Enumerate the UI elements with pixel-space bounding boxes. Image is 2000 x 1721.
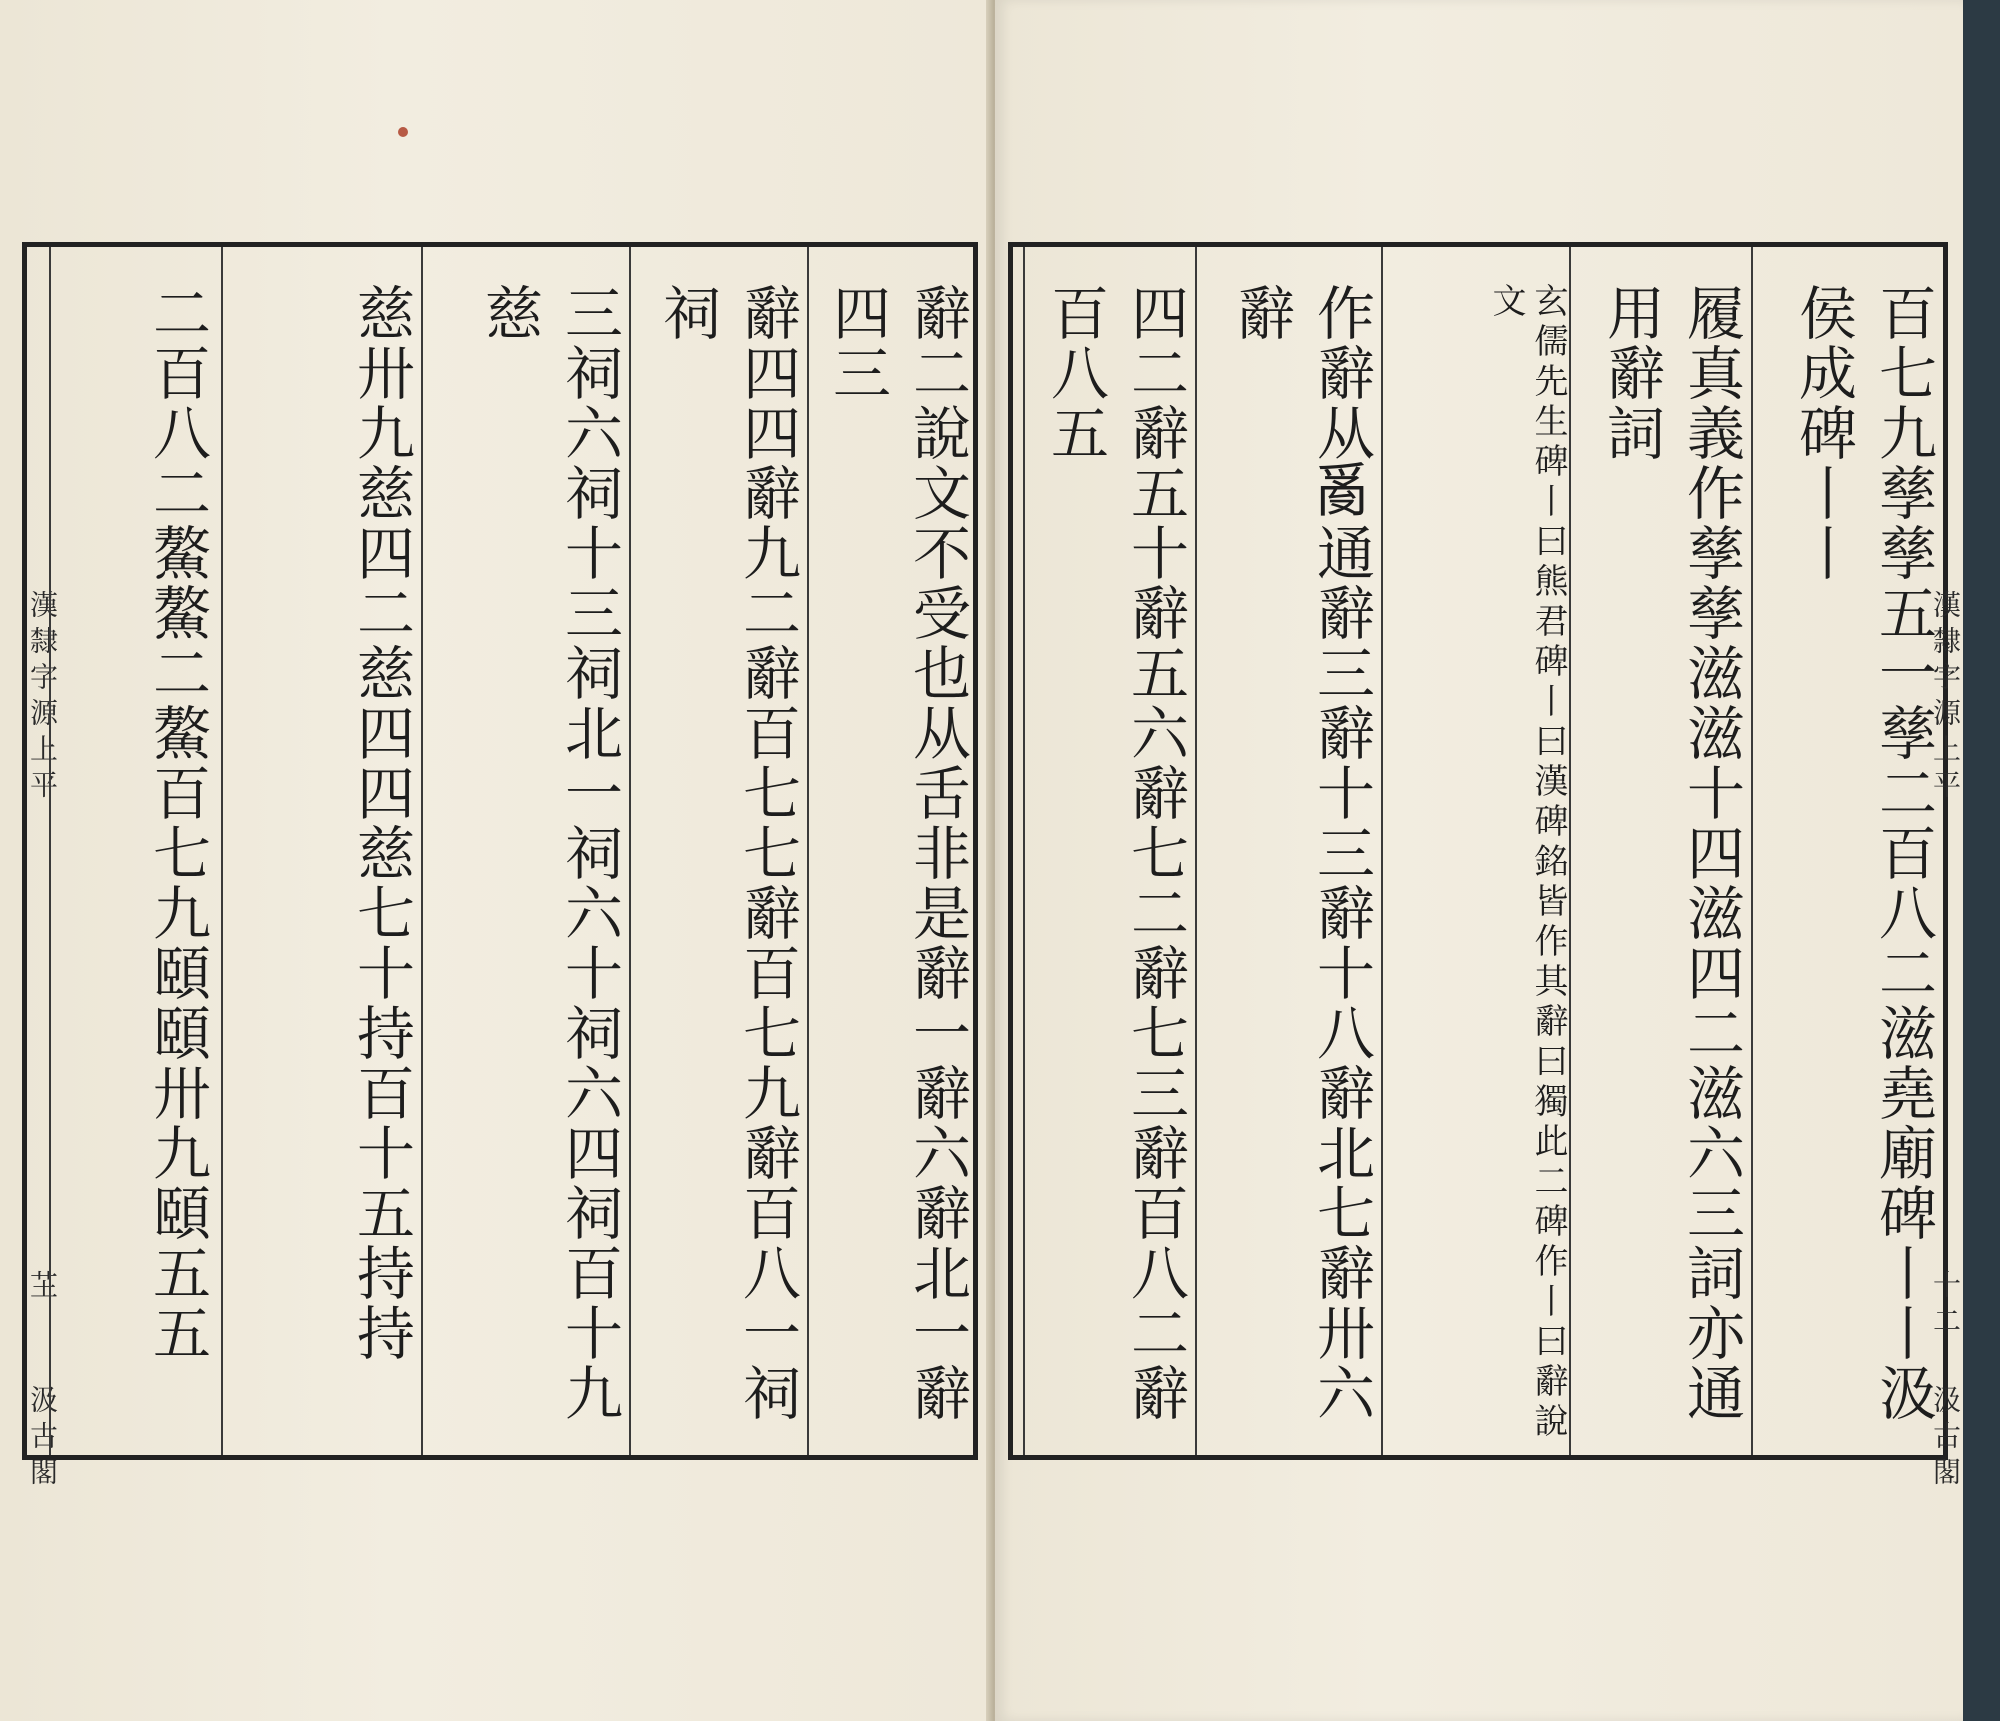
right-text-frame [1008,242,1948,1460]
left-text-frame [22,242,978,1460]
ink-spot [398,127,408,137]
left-margin-publisher: 汲古閣 [26,1385,59,1493]
left-column-4: 辭四四辭九二辭百七七辭百七九辭百八一祠祠 [629,247,807,1455]
right-column-1: 四二辭五十辭五六辭七二辭七三辭百八二辭百八五 [1023,247,1195,1455]
left-margin-title: 漢隸字源上平 [26,590,59,806]
right-column-4: 履真義作孳孳滋滋十四滋四二滋六三詞亦通用辭詞 [1569,247,1751,1455]
left-column-2: 慈卅九慈四二慈四四慈七十持百十五持持 [221,247,421,1455]
left-column-3: 三祠六祠十三祠北一祠六十祠六四祠百十九慈 [421,247,629,1455]
right-column-2: 作辭从𤔔通辭三辭十三辭十八辭北七辭卅六辭 [1195,247,1381,1455]
right-margin-publisher: 汲古閣 [1929,1385,1962,1493]
left-margin-page-number: 芏 [26,1270,59,1306]
left-column-1: 二百八二鰲鰲二鰲百七九頤頤卅九頤五五 [49,247,217,1455]
left-page [0,0,995,1721]
right-page [995,0,1963,1721]
right-column-5: 百七九孳孳五一孳二百八二滋堯廟碑丨丨汲侯成碑丨丨 [1751,247,1943,1455]
right-margin-page-number: 十二 [1929,1270,1962,1342]
right-column-3: 玄儒先生碑丨曰熊君碑丨曰漢碑銘皆作其辭曰獨此二碑作丨曰辭說文 [1381,247,1569,1455]
right-margin-title: 漢隸字源上平 [1929,590,1962,806]
book-edge [1963,0,2000,1721]
left-column-5: 辭二說文不受也从舌非是辭一辭六辭北一辭四三 [807,247,977,1455]
